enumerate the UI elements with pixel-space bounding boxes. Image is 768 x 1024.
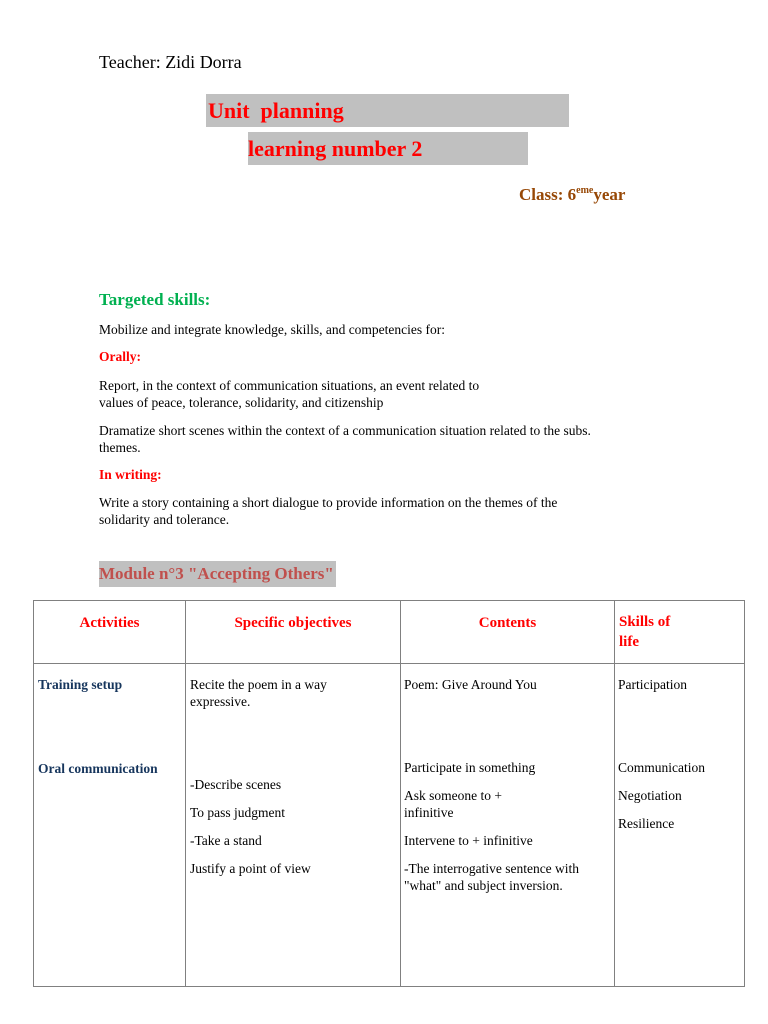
- targeted-skills-heading: Targeted skills:: [99, 290, 211, 309]
- header-contents: Contents: [401, 601, 615, 664]
- skill-resilience: Resilience: [618, 816, 675, 831]
- objective-recite-line2: expressive.: [190, 694, 251, 709]
- orally-item-report-line1: Report, in the context of communication situations, an event related to: [99, 378, 480, 393]
- orally-item-dramatize-line2: themes.: [99, 440, 141, 455]
- class-superscript: eme: [576, 185, 594, 196]
- content-interrogative-line1: -The interrogative sentence with: [404, 861, 580, 876]
- table-header-row: [34, 601, 745, 664]
- objective-judgment: To pass judgment: [190, 805, 286, 820]
- objective-recite-line1: Recite the poem in a way: [190, 677, 327, 692]
- writing-item-line1: Write a story containing a short dialogue to provide information on the themes of the: [99, 495, 558, 510]
- orally-item-dramatize: [99, 422, 699, 456]
- header-objectives: Specific objectives: [186, 601, 401, 664]
- module-heading: Module n°3 "Accepting Others": [99, 561, 336, 587]
- content-interrogative-line2: "what" and subject inversion.: [404, 878, 563, 893]
- content-ask: [404, 787, 502, 821]
- content-interrogative: [404, 860, 579, 894]
- table-row: [34, 664, 745, 987]
- planning-table: [33, 600, 745, 987]
- objectives-cell: [186, 664, 401, 987]
- header-activities: Activities: [34, 601, 186, 664]
- writing-item: [99, 494, 689, 528]
- skill-communication: Communication: [618, 760, 705, 775]
- header-skills: [615, 601, 745, 664]
- content-participate: Participate in something: [404, 760, 536, 775]
- activities-cell: [34, 664, 186, 987]
- contents-cell: [401, 664, 615, 987]
- skills-cell: [615, 664, 745, 987]
- orally-item-report: [99, 377, 689, 411]
- skill-participation: Participation: [618, 677, 687, 692]
- content-ask-line1: Ask someone to +: [404, 788, 502, 803]
- orally-label: Orally:: [99, 349, 141, 364]
- objective-take-stand: -Take a stand: [190, 833, 262, 848]
- teacher-name: Teacher: Zidi Dorra: [99, 52, 242, 72]
- objective-describe: -Describe scenes: [190, 777, 282, 792]
- skill-negotiation: Negotiation: [618, 788, 682, 803]
- content-ask-line2: infinitive: [404, 805, 454, 820]
- writing-item-line2: solidarity and tolerance.: [99, 512, 230, 527]
- content-intervene: Intervene to + infinitive: [404, 833, 533, 848]
- skills-intro: Mobilize and integrate knowledge, skills, and competencies for:: [99, 322, 446, 337]
- class-prefix: Class: 6: [519, 185, 577, 204]
- activity-training-setup: Training setup: [38, 677, 123, 692]
- objective-justify: Justify a point of view: [190, 861, 311, 876]
- writing-label: In writing:: [99, 467, 162, 482]
- unit-planning-title: Unit planning: [206, 94, 569, 127]
- content-poem: Poem: Give Around You: [404, 677, 537, 692]
- header-skills-line1: Skills of: [619, 614, 671, 630]
- orally-item-dramatize-line1: Dramatize short scenes within the context of a communication situation related to the subs.: [99, 423, 591, 438]
- activity-oral-communication: Oral communication: [38, 761, 158, 776]
- learning-number-title: learning number 2: [248, 132, 528, 165]
- header-skills-line2: life: [619, 634, 639, 650]
- class-label: [519, 185, 625, 205]
- objective-recite: [190, 676, 327, 710]
- class-suffix: year: [593, 185, 626, 204]
- orally-item-report-line2: values of peace, tolerance, solidarity, and citizenship: [99, 395, 384, 410]
